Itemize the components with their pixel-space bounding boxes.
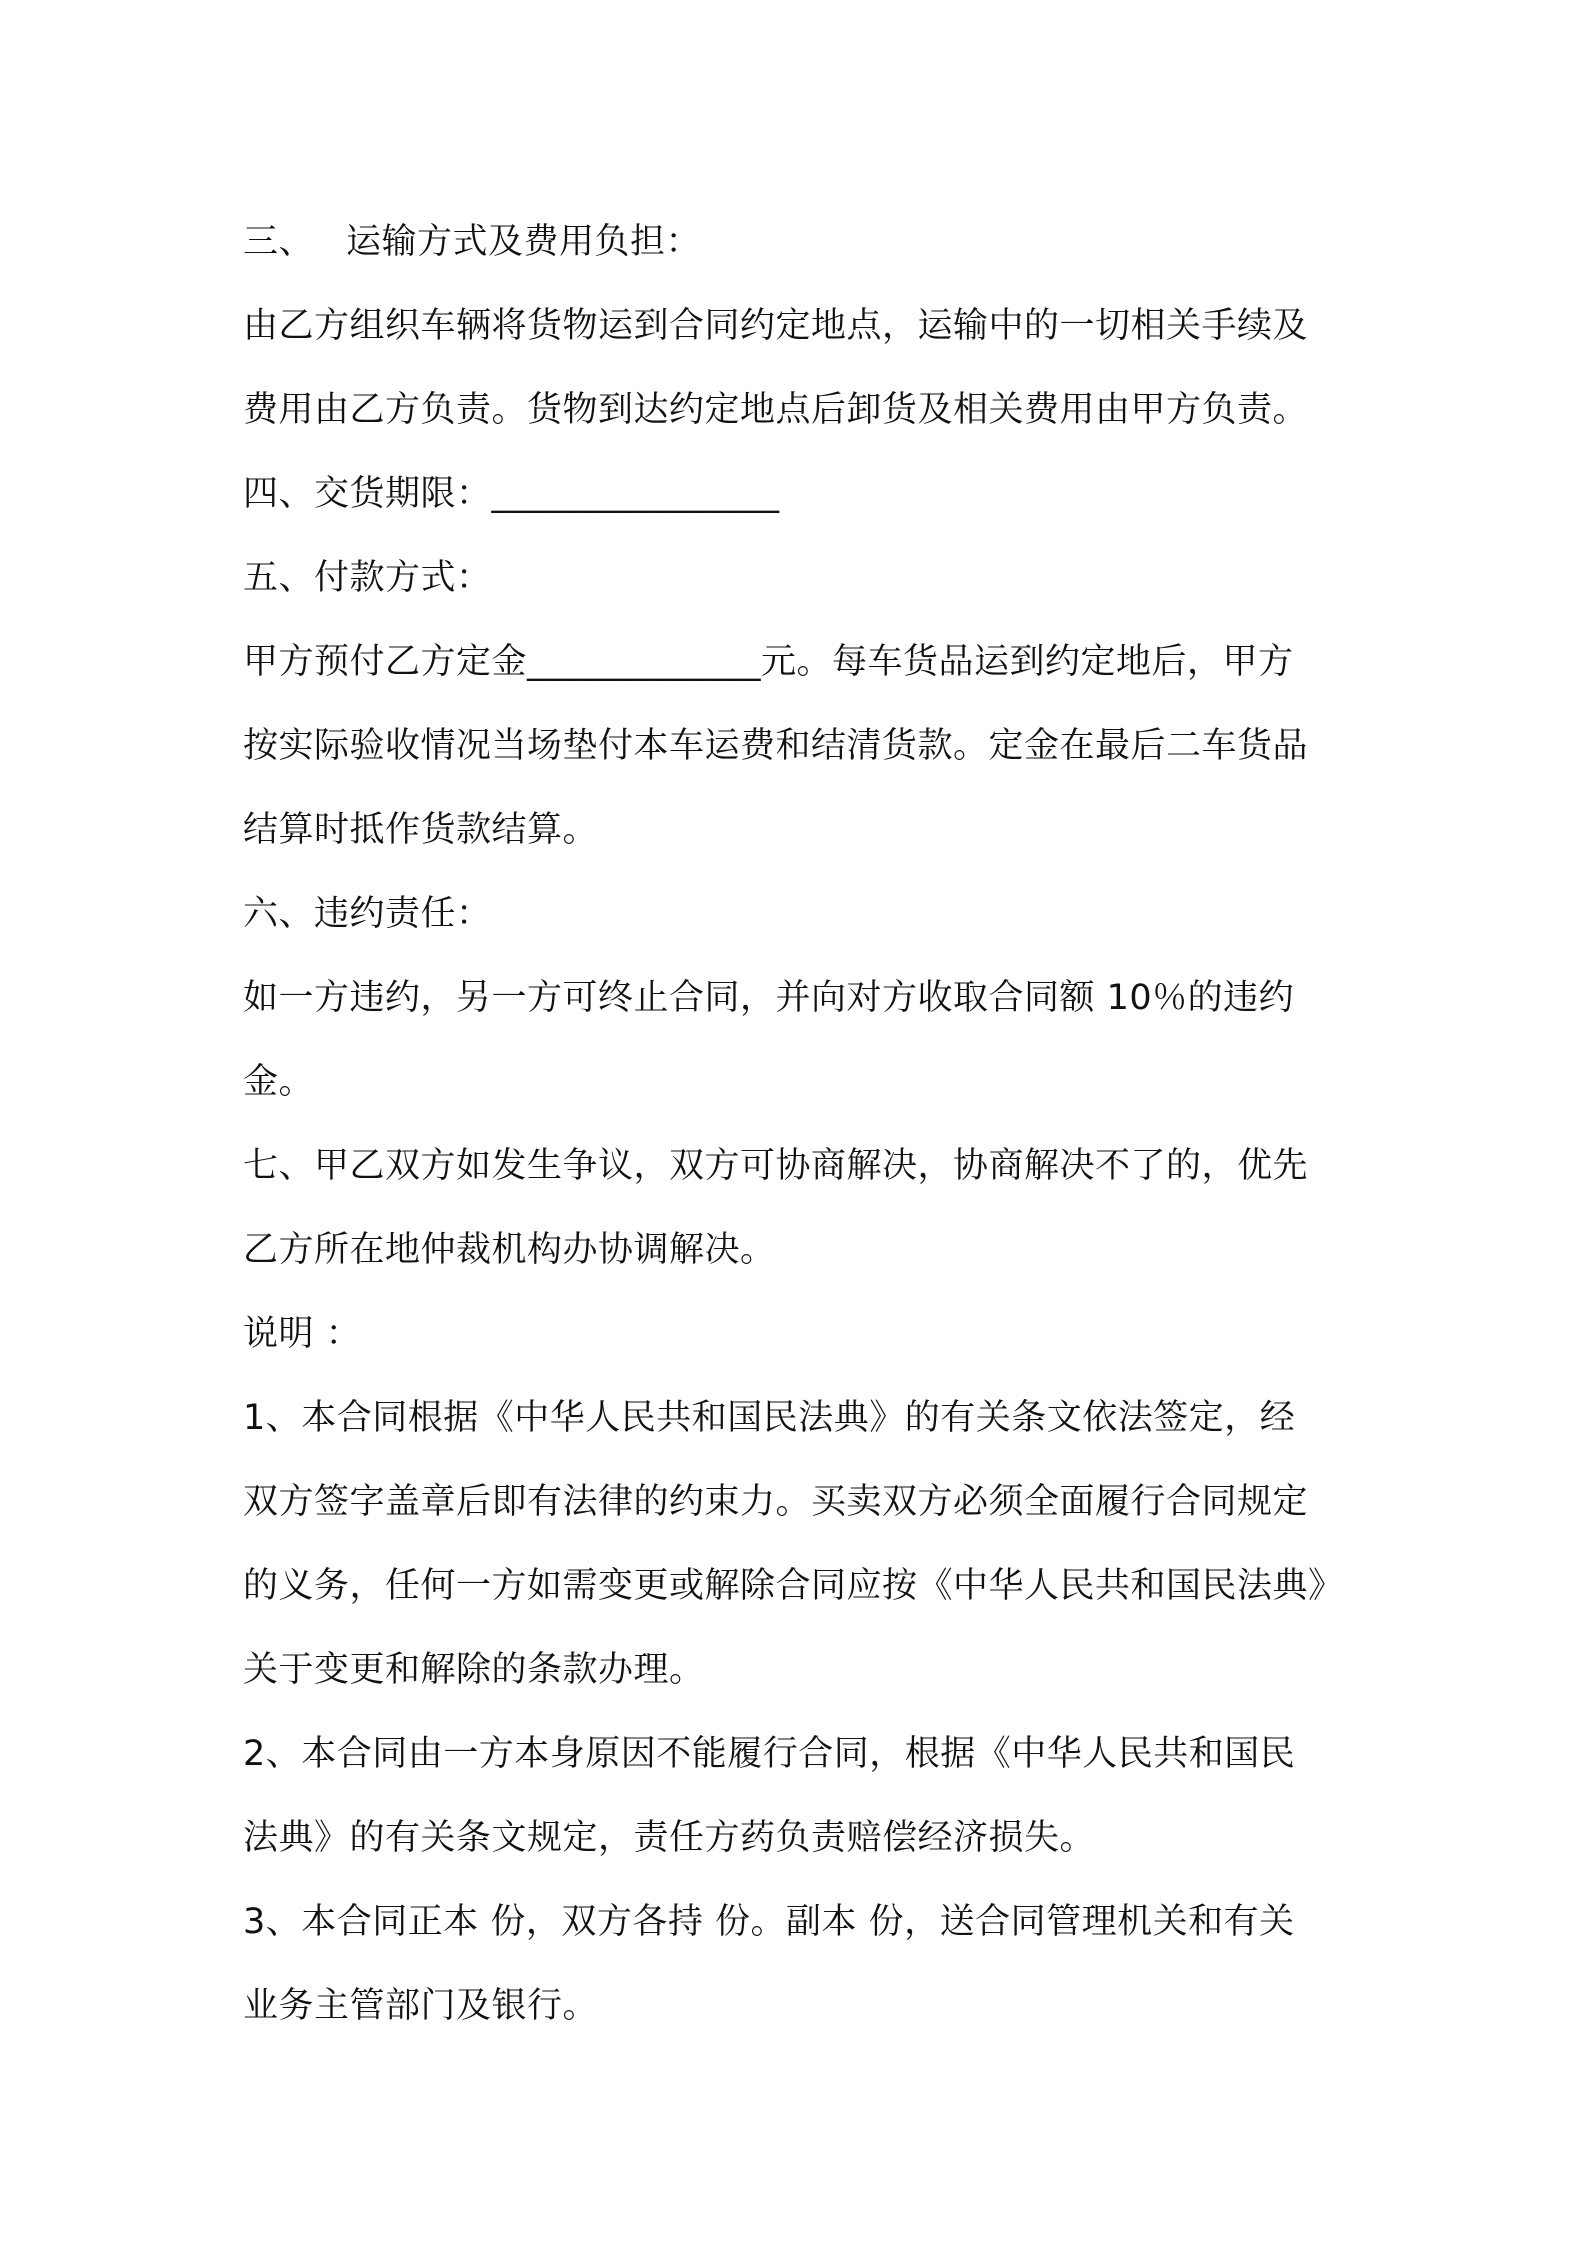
- section-3-number: 三、: [243, 222, 315, 262]
- section-3-text-line: 费用由乙方负责。货物到达约定地点后卸货及相关费用由甲方负责。: [243, 390, 1309, 430]
- section-5-text-line: 结算时抵作货款结算。: [243, 810, 599, 850]
- note-3-line: 3、本合同正本 份，双方各持 份。副本 份，送合同管理机关和有关: [243, 1902, 1295, 1942]
- section-5-text-line: 按实际验收情况当场垫付本车运费和结清货款。定金在最后二车货品: [243, 726, 1309, 766]
- section-3-title: 运输方式及费用负担：: [346, 222, 702, 262]
- section-5-text-line: [243, 620, 1353, 704]
- note-2-line: 2、本合同由一方本身原因不能履行合同，根据《中华人民共和国民: [243, 1734, 1296, 1774]
- note-1-line: 双方签字盖章后即有法律的约束力。买卖双方必须全面履行合同规定: [243, 1482, 1309, 1522]
- section-5-heading: 五、付款方式：: [243, 558, 492, 598]
- section-7-text-line: 乙方所在地仲裁机构办协调解决。: [243, 1230, 776, 1270]
- delivery-deadline-blank: ________________: [491, 474, 780, 514]
- section-6-heading: 六、违约责任：: [243, 894, 492, 934]
- contract-body: [243, 200, 1353, 2048]
- note-1-line: 的义务，任何一方如需变更或解除合同应按《中华人民共和国民法典》: [243, 1566, 1344, 1606]
- notes-heading: 说明 ：: [243, 1314, 362, 1354]
- section-6-text-line: 金。: [243, 1062, 315, 1102]
- section-4-label: 四、交货期限：: [243, 474, 492, 514]
- deposit-amount-blank: _____________: [527, 642, 762, 682]
- section-4-heading: [243, 452, 1353, 536]
- section-3-text-line: 由乙方组织车辆将货物运到合同约定地点，运输中的一切相关手续及: [243, 306, 1309, 346]
- section-3-heading: [243, 200, 1353, 284]
- note-2-line: 法典》的有关条文规定，责任方药负责赔偿经济损失。: [243, 1818, 1096, 1858]
- section-6-text-line: 如一方违约，另一方可终止合同，并向对方收取合同额 10％的违约: [243, 978, 1295, 1018]
- note-1-line: 1、本合同根据《中华人民共和国民法典》的有关条文依法签定，经: [243, 1398, 1296, 1438]
- note-1-line: 关于变更和解除的条款办理。: [243, 1650, 705, 1690]
- deposit-label: 甲方预付乙方定金: [243, 642, 528, 682]
- note-3-line: 业务主管部门及银行。: [243, 1986, 599, 2026]
- section-7-text-line: 七、甲乙双方如发生争议，双方可协商解决，协商解决不了的，优先: [243, 1146, 1309, 1186]
- deposit-suffix: 元。每车货品运到约定地后，甲方: [761, 642, 1294, 682]
